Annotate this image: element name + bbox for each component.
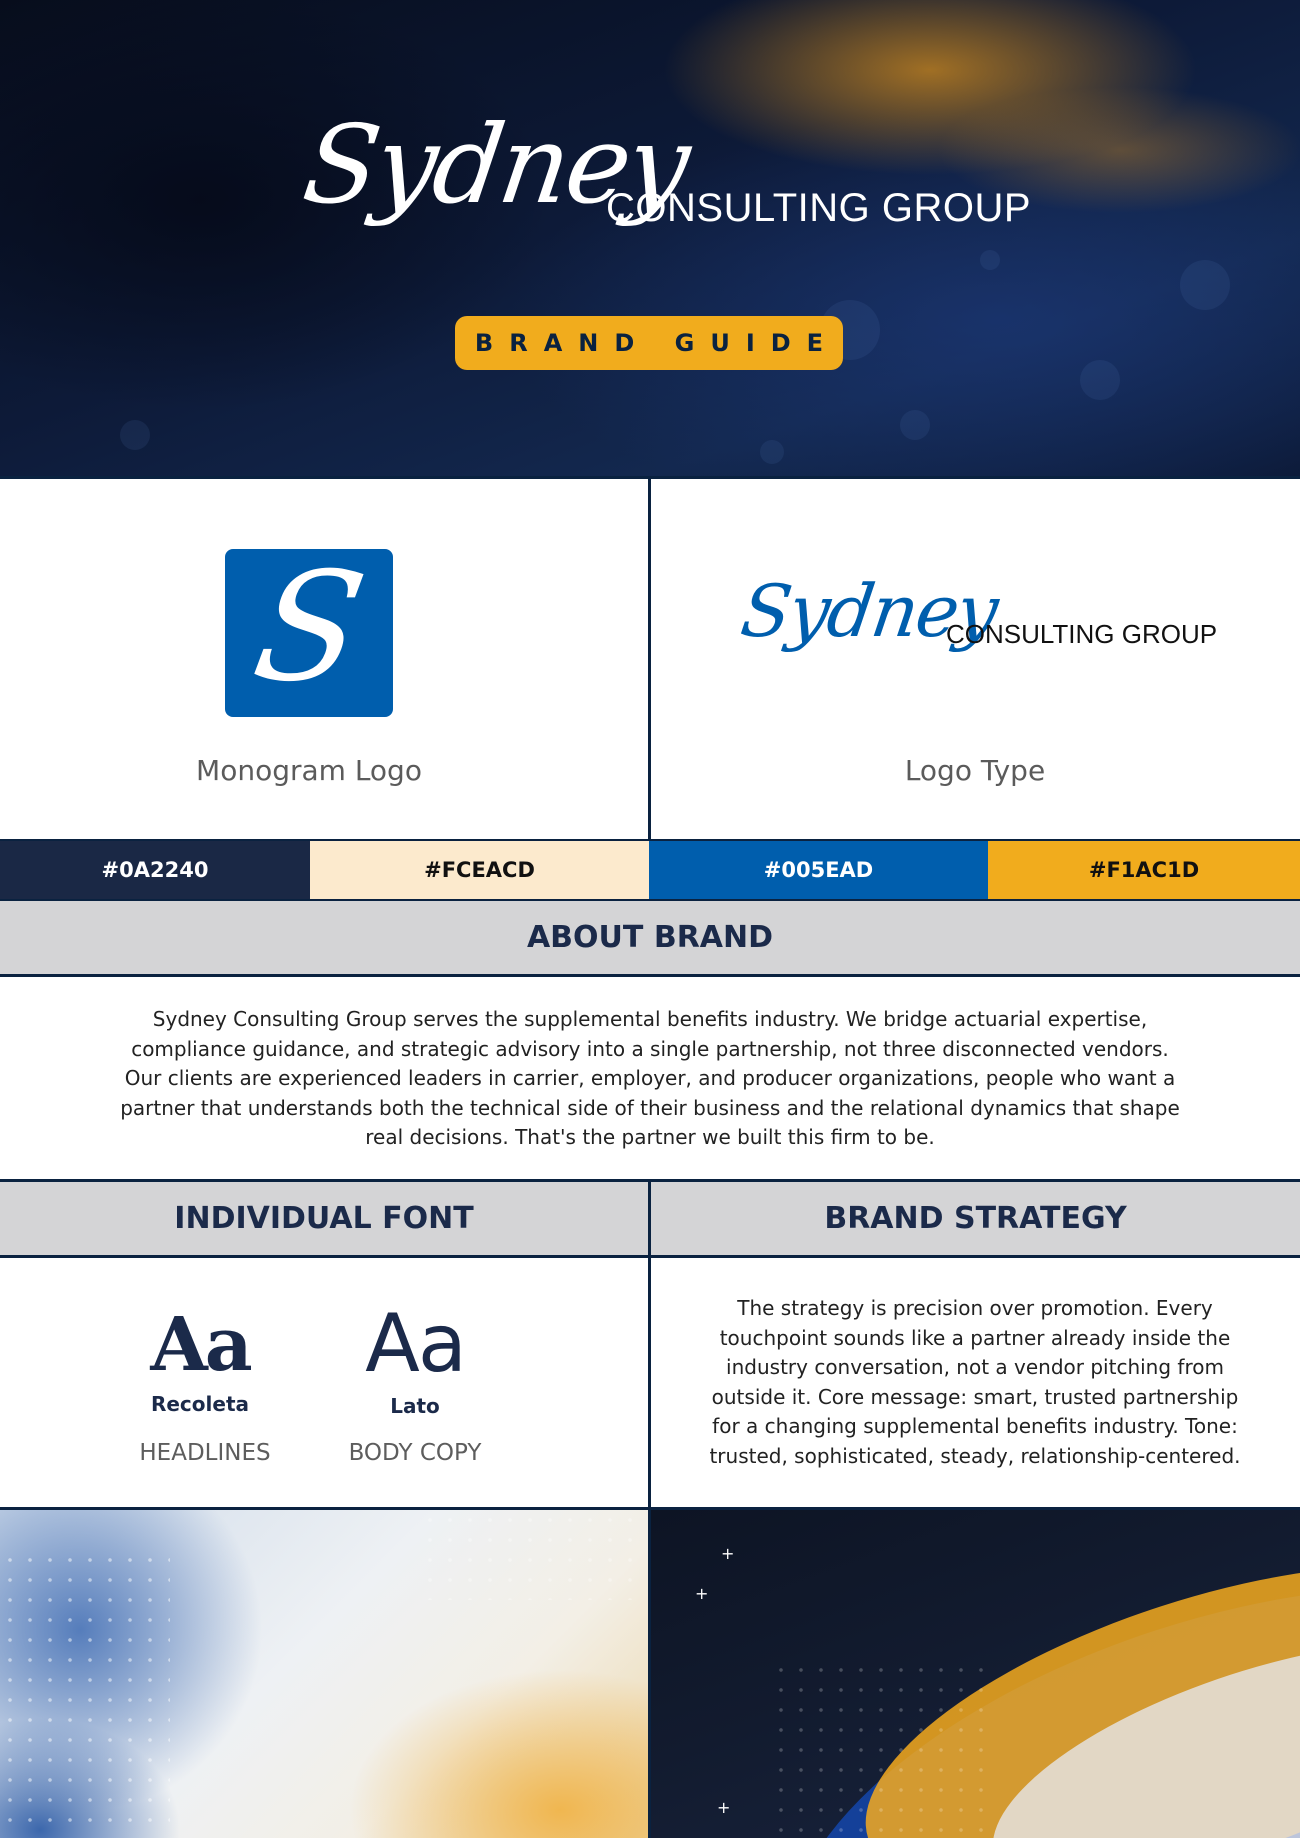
logotype-script: Sydney	[736, 569, 1002, 653]
brand-guide-badge-label: BRAND GUIDE	[474, 329, 840, 357]
monogram-logo	[225, 541, 393, 717]
brand-strategy-body: The strategy is precision over promotion. Every touchpoint sounds like a partner already inside the industry conversation, not a vendor pitching from outside it. Core message: smart, trusted partnership for a changing supplemental benefits industry. Tone: trusted, sophisticated, steady, relationship-centered.	[709, 1296, 1241, 1468]
logotype-caption: Logo Type	[904, 754, 1046, 787]
font-usage-headlines: HEADLINES	[139, 1440, 271, 1466]
dot-pattern	[0, 1550, 170, 1838]
logo-divider	[648, 479, 651, 839]
hero-brand-script: Sydney	[296, 103, 695, 228]
logo-section	[0, 476, 1300, 839]
individual-font-heading: INDIVIDUAL FONT	[0, 1182, 648, 1258]
font-sample-lato	[315, 1297, 515, 1418]
column-divider	[648, 1182, 651, 1510]
font-glyph-sample: Aa	[365, 1297, 465, 1390]
sparkle-icon: +	[721, 1544, 735, 1563]
monogram-letter: S	[242, 541, 376, 715]
sparkle-icon: +	[717, 1798, 731, 1817]
font-usage-body-copy: BODY COPY	[348, 1440, 482, 1466]
brand-strategy-heading: BRAND STRATEGY	[651, 1182, 1300, 1258]
about-brand-heading: ABOUT BRAND	[0, 901, 1300, 977]
color-palette	[0, 839, 1300, 901]
swatch-blue	[649, 841, 988, 899]
texture-image-light	[0, 1510, 648, 1838]
swatch-hex: #F1AC1D	[1088, 858, 1200, 882]
swatch-hex: #0A2240	[101, 858, 209, 882]
swatch-hex: #005EAD	[763, 858, 874, 882]
hero-banner	[0, 0, 1300, 476]
font-sample-recoleta	[100, 1302, 300, 1416]
dot-pattern	[771, 1660, 991, 1838]
font-name: Recoleta	[150, 1392, 250, 1416]
font-glyph-sample: Aa	[150, 1302, 250, 1388]
logotype-company: CONSULTING GROUP	[946, 619, 1218, 649]
brand-guide-badge	[455, 316, 843, 370]
hero-company-name: CONSULTING GROUP	[606, 186, 1032, 230]
swatch-hex: #FCEACD	[424, 858, 535, 882]
texture-image-dark	[651, 1510, 1300, 1838]
font-name: Lato	[390, 1394, 440, 1418]
monogram-caption: Monogram Logo	[196, 754, 422, 787]
dot-pattern	[420, 1510, 648, 1600]
swatch-gold	[988, 841, 1300, 899]
swatch-navy	[0, 841, 310, 899]
sparkle-icon: +	[695, 1584, 709, 1603]
swatch-cream	[310, 841, 649, 899]
about-brand-body: Sydney Consulting Group serves the supplemental benefits industry. We bridge actuarial expertise, compliance guidance, and strategic advisory into a single partnership, not three disconnected vendors. Our clients are experienced leaders in carrier, employer, and producer organizations, people who want a partner that understands both the technical side of their business and the relational dynamics that shape real decisions. That's the partner we built this firm to be.	[120, 1007, 1180, 1149]
